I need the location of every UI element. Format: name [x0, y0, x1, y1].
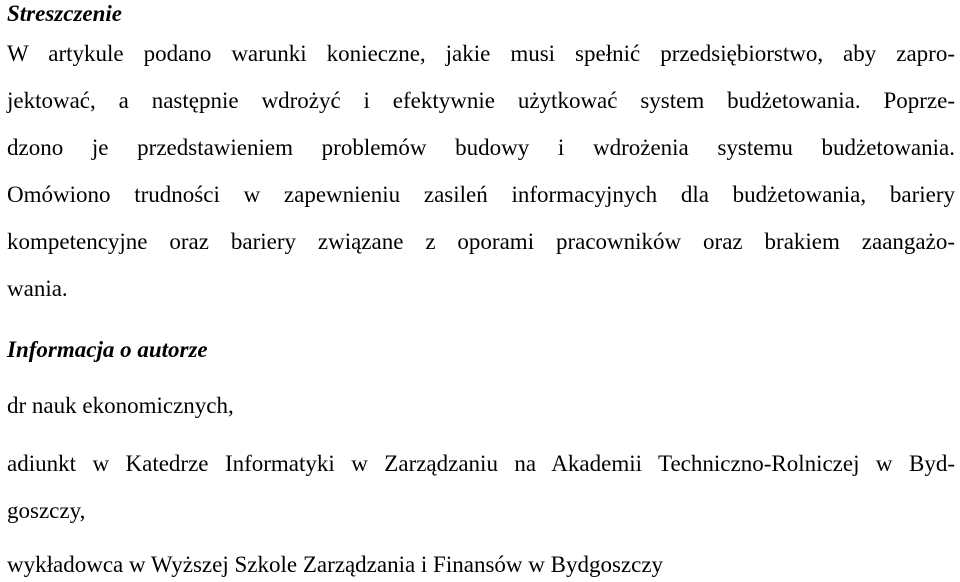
author-heading: Informacja o autorze [7, 337, 208, 362]
author-lecturer: wykładowca w Wyższej Szkole Zarządzania i Finansów w Bydgoszczy [7, 552, 664, 577]
summary-line: W artykule podano warunki konieczne, jakie musi spełnić przedsiębiorstwo, aby zapro- [7, 41, 955, 66]
author-position-line: goszczy, [7, 498, 86, 523]
summary-line: wania. [7, 276, 68, 301]
author-position-line: adiunkt w Katedrze Informatyki w Zarządzaniu na Akademii Techniczno-Rolniczej w Byd- [7, 451, 955, 476]
author-position [7, 450, 955, 525]
summary-paragraph [7, 40, 955, 303]
summary-heading: Streszczenie [7, 1, 122, 26]
summary-line: Omówiono trudności w zapewnieniu zasileń informacyjnych dla budżetowania, bariery [7, 182, 955, 207]
author-degree: dr nauk ekonomicznych, [7, 393, 234, 418]
summary-line: jektować, a następnie wdrożyć i efektywnie użytkować system budżetowania. Poprze- [7, 88, 955, 113]
summary-line: kompetencyjne oraz bariery związane z oporami pracowników oraz brakiem zaangażo- [7, 229, 955, 254]
summary-line: dzono je przedstawieniem problemów budowy i wdrożenia systemu budżetowania. [7, 135, 955, 160]
